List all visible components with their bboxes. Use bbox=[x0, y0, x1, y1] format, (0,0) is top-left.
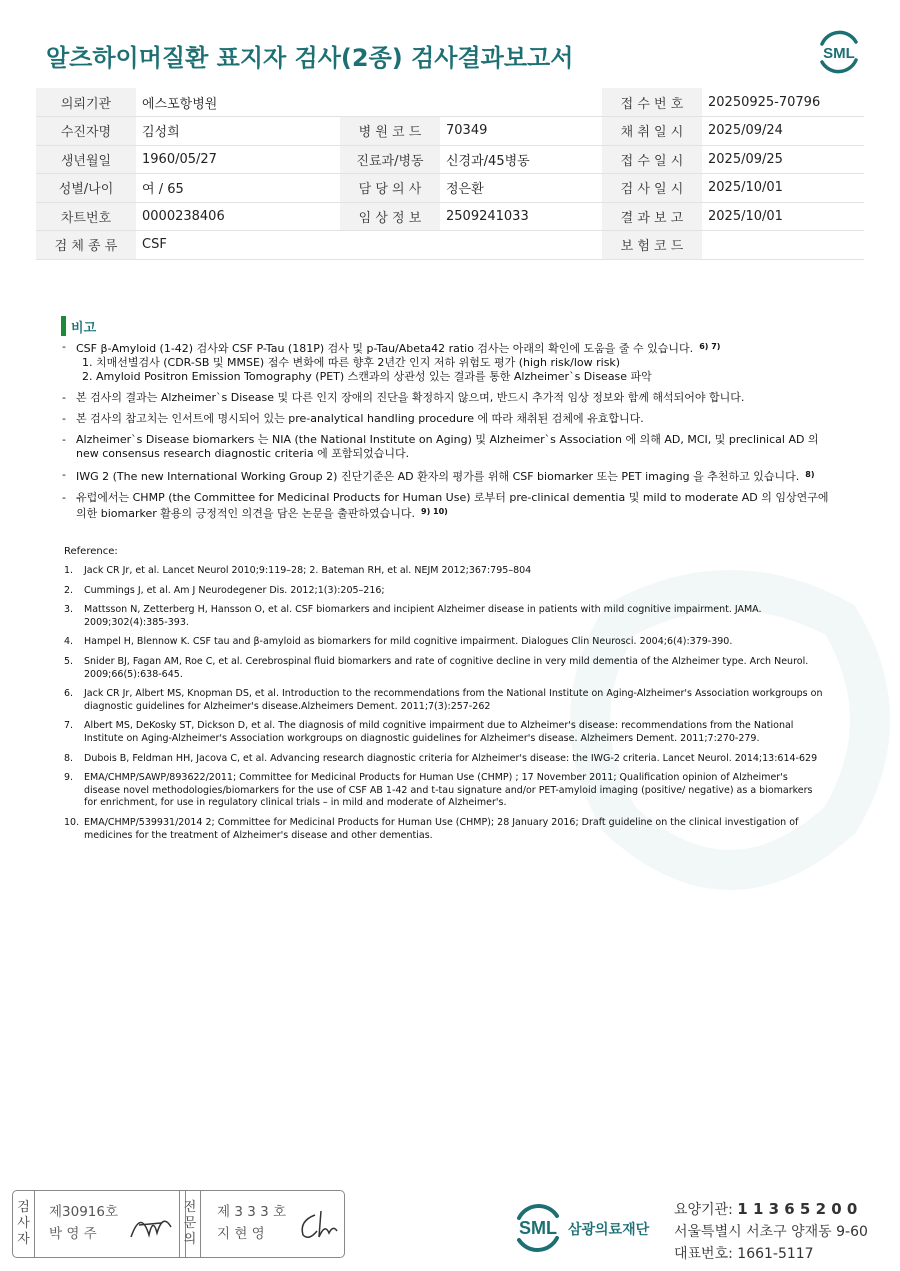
reference-number: 10. bbox=[64, 816, 80, 828]
reference-number: 8. bbox=[64, 752, 74, 764]
org-code-label: 요양기관: bbox=[674, 1202, 733, 1218]
signature-box bbox=[12, 1190, 345, 1258]
examiner-signature-icon bbox=[127, 1205, 177, 1245]
logo-text: SML bbox=[823, 45, 855, 62]
reference-text: Dubois B, Feldman HH, Jacova C, et al. Advancing research diagnostic criteria for Alzheimer's disease: the IWG-2 criteria. Lancet Neurol. 2014;13:614-629 bbox=[84, 752, 818, 764]
remarks-header bbox=[61, 316, 96, 336]
info-label: 접 수 번 호 bbox=[602, 88, 702, 117]
info-value: 2025/10/01 bbox=[702, 174, 864, 203]
reference-item bbox=[64, 720, 824, 745]
reference-item bbox=[64, 636, 824, 649]
remark-text: 유럽에서는 CHMP (the Committee for Medicinal Products for Human Use) 로부터 pre-clinical dementia 및 mild to moderate AD 의 임상연구에 의한 biomarker 활용의 긍정적인 의견을 담은 논문을 출판하였습니다. bbox=[76, 491, 829, 520]
org-phone: 1661-5117 bbox=[737, 1246, 814, 1262]
info-label: 차트번호 bbox=[36, 202, 136, 231]
remarks-list bbox=[62, 340, 842, 528]
info-value: 김성희 bbox=[136, 117, 340, 146]
signature-label-char: 사 bbox=[17, 1216, 30, 1231]
remark-item: - Alzheimer`s Disease biomarkers 는 NIA (the National Institute on Aging) 및 Alzheimer`s Association 에 의해 AD, MCI, 및 preclinical AD 의 new consensus research diagnostic criteria 에 포함되었습니다. bbox=[62, 433, 842, 461]
info-row bbox=[36, 231, 864, 260]
remark-subitem: 2. Amyloid Positron Emission Tomography (PET) 스캔과의 상관성 있는 결과를 통한 Alzheimer`s Disease 파악 bbox=[82, 370, 652, 383]
org-name: 삼광의료재단 bbox=[568, 1222, 650, 1238]
signature-label-char: 검 bbox=[17, 1200, 30, 1215]
reference-label: Reference: bbox=[64, 546, 118, 557]
reference-item bbox=[64, 656, 824, 681]
remark-item: - 본 검사의 참고치는 인서트에 명시되어 있는 pre-analytical handling procedure 에 따라 채취된 검체에 유효합니다. bbox=[62, 412, 842, 426]
info-label: 채 취 일 시 bbox=[602, 117, 702, 146]
info-row bbox=[36, 202, 864, 231]
info-value: 20250925-70796 bbox=[702, 88, 864, 117]
info-value: 에스포항병원 bbox=[136, 88, 340, 117]
reference-list bbox=[64, 565, 824, 849]
org-info bbox=[674, 1198, 868, 1265]
examiner-name: 박 영 주 bbox=[49, 1226, 97, 1242]
sml-foundation-logo bbox=[510, 1200, 566, 1256]
reference-number: 6. bbox=[64, 688, 74, 700]
patient-info-table bbox=[36, 88, 864, 260]
examiner-label bbox=[13, 1191, 35, 1257]
reference-text: Mattsson N, Zetterberg H, Hansson O, et al. CSF biomarkers and incipient Alzheimer disease in patients with mild cognitive impairment. JAMA. 2009;302(4):385-393. bbox=[84, 604, 762, 628]
info-value: 0000238406 bbox=[136, 202, 340, 231]
reference-text: Hampel H, Blennow K. CSF tau and β-amyloid as biomarkers for mild cognitive impairment. Dialogues Clin Neurosci. 2004;6(4):379-390. bbox=[84, 636, 733, 648]
info-row bbox=[36, 145, 864, 174]
info-label: 검 체 종 류 bbox=[36, 231, 136, 260]
info-value: 2025/09/24 bbox=[702, 117, 864, 146]
info-value: 2509241033 bbox=[440, 202, 602, 231]
remark-text: 본 검사의 참고치는 인서트에 명시되어 있는 pre-analytical handling procedure 에 따라 채취된 검체에 유효합니다. bbox=[76, 412, 644, 425]
info-value bbox=[440, 88, 602, 117]
reference-text: EMA/CHMP/SAWP/893622/2011; Committee for Medicinal Products for Human Use (CHMP) ; 17 November 2011; Qualification opinion of Alzheimer's disease novel methodologies/biomarkers for the use of CSF AB 1-42 and t-tau signature and/or PET-amyloid imaging (positive/ negative) as a biomarkers for enrichment, for use in regulatory clinical trials – in mild and moderate of Alzheimer's. bbox=[84, 772, 813, 809]
info-label: 검 사 일 시 bbox=[602, 174, 702, 203]
sml-logo bbox=[814, 28, 864, 76]
info-label: 진료과/병동 bbox=[340, 145, 440, 174]
remark-text: CSF β-Amyloid (1-42) 검사와 CSF P-Tau (181P) 검사 및 p-Tau/Abeta42 ratio 검사는 아래의 확인에 도움을 줄 수 있습니다. bbox=[76, 342, 694, 355]
reference-text: Albert MS, DeKosky ST, Dickson D, et al. The diagnosis of mild cognitive impairment due to Alzheimer's disease: recommendations from the National Institute on Aging-Alzheimer's Association workgroups on diagnostic guidelines for Alzheimer's disease. Alzheimers Dement. 2011;7:270-279. bbox=[84, 720, 794, 744]
info-label: 수진자명 bbox=[36, 117, 136, 146]
specialist-label bbox=[179, 1191, 201, 1257]
org-phone-label: 대표번호: bbox=[674, 1246, 733, 1262]
specialist-name: 지 현 영 bbox=[217, 1226, 265, 1242]
remark-item: - CSF β-Amyloid (1-42) 검사와 CSF P-Tau (181P) 검사 및 p-Tau/Abeta42 ratio 검사는 아래의 확인에 도움을 줄 수 있습니다. $^{6) 7)}$ 1. 치매선별검사 (CDR-SB 및 MMSE) 점수 변화에 따른 향후 2년간 인지 저하 위험도 평가 (high risk/low risk) 2. Amyloid Positron Emission Tomography (PET) 스캔과의 상관성 있는 결과를 통한 Alzheimer`s Disease 파악 bbox=[62, 340, 842, 384]
remark-text: 본 검사의 결과는 Alzheimer`s Disease 및 다른 인지 장애의 진단을 확정하지 않으며, 반드시 추가적 임상 정보와 함께 해석되어야 합니다. bbox=[76, 391, 745, 404]
info-value: 2025/09/25 bbox=[702, 145, 864, 174]
reference-number: 9. bbox=[64, 772, 74, 784]
footnote-ref: 8) bbox=[805, 470, 815, 479]
reference-text: EMA/CHMP/539931/2014 2; Committee for Medicinal Products for Human Use (CHMP); 28 January 2016; Draft guideline on the clinical investigation of medicines for the treatment of Alzheimer's disease and other dementias. bbox=[84, 816, 799, 841]
remarks-title: 비고 bbox=[71, 320, 97, 336]
info-value bbox=[440, 231, 602, 260]
reference-number: 7. bbox=[64, 720, 74, 732]
reference-text: Jack CR Jr, et al. Lancet Neurol 2010;9:119–28; 2. Bateman RH, et al. NEJM 2012;367:795–804 bbox=[84, 565, 532, 576]
reference-number: 2. bbox=[64, 584, 74, 596]
info-label: 보 험 코 드 bbox=[602, 231, 702, 260]
footnote-ref: 9) 10) bbox=[421, 507, 448, 516]
examiner-license: 제30916호 bbox=[49, 1204, 119, 1220]
reference-text: Cummings J, et al. Am J Neurodegener Dis. 2012;1(3):205–216; bbox=[84, 584, 385, 596]
info-label: 임 상 정 보 bbox=[340, 202, 440, 231]
info-label: 병 원 코 드 bbox=[340, 117, 440, 146]
info-value: 1960/05/27 bbox=[136, 145, 340, 174]
remark-item: - 유럽에서는 CHMP (the Committee for Medicinal Products for Human Use) 로부터 pre-clinical dementia 및 mild to moderate AD 의 임상연구에 의한 biomarker 활용의 긍정적인 의견을 담은 논문을 출판하였습니다. $^{9) 10)}$ bbox=[62, 491, 829, 520]
footnote-ref: 6) 7) bbox=[699, 342, 721, 351]
org-code: 1 1 3 6 5 2 0 0 bbox=[737, 1200, 858, 1218]
remark-text: Alzheimer`s Disease biomarkers 는 NIA (the National Institute on Aging) 및 Alzheimer`s Association 에 의해 AD, MCI, 및 preclinical AD 의 new consensus research diagnostic criteria 에 포함되었습니다. bbox=[76, 433, 819, 460]
signature-label-char: 전 bbox=[183, 1200, 197, 1215]
remarks-accent-bar bbox=[61, 316, 66, 336]
info-row bbox=[36, 88, 864, 117]
info-row bbox=[36, 117, 864, 146]
info-row bbox=[36, 174, 864, 203]
info-label: 접 수 일 시 bbox=[602, 145, 702, 174]
info-label bbox=[340, 88, 440, 117]
reference-number: 4. bbox=[64, 636, 74, 648]
reference-item bbox=[64, 753, 824, 766]
signature-label-char: 의 bbox=[183, 1232, 197, 1247]
info-label: 결 과 보 고 bbox=[602, 202, 702, 231]
remark-item: - 본 검사의 결과는 Alzheimer`s Disease 및 다른 인지 장애의 진단을 확정하지 않으며, 반드시 추가적 임상 정보와 함께 해석되어야 합니다. bbox=[62, 391, 842, 405]
info-label: 생년월일 bbox=[36, 145, 136, 174]
info-value: 여 / 65 bbox=[136, 174, 340, 203]
info-value: 신경과/45병동 bbox=[440, 145, 602, 174]
reference-text: Jack CR Jr, Albert MS, Knopman DS, et al. Introduction to the recommendations from the National Institute on Aging-Alzheimer's Association workgroups on diagnostic guidelines for Alzheimer's disease.Alzheimers Dement. 2011;7(3):257-262 bbox=[84, 688, 823, 712]
reference-item bbox=[64, 604, 824, 629]
specialist-license: 제 3 3 3 호 bbox=[217, 1204, 287, 1220]
reference-number: 5. bbox=[64, 655, 74, 667]
reference-item bbox=[64, 565, 824, 578]
reference-number: 3. bbox=[64, 604, 74, 616]
reference-item bbox=[64, 772, 824, 810]
remark-subitem: 1. 치매선별검사 (CDR-SB 및 MMSE) 점수 변화에 따른 향후 2년간 인지 저하 위험도 평가 (high risk/low risk) bbox=[82, 356, 621, 369]
reference-item bbox=[64, 817, 824, 842]
remark-text: IWG 2 (The new International Working Group 2) 진단기준은 AD 환자의 평가를 위해 CSF biomarker 또는 PET imaging 을 추천하고 있습니다. bbox=[76, 470, 800, 483]
reference-item bbox=[64, 688, 824, 713]
info-label: 성별/나이 bbox=[36, 174, 136, 203]
info-value: 70349 bbox=[440, 117, 602, 146]
info-label: 의뢰기관 bbox=[36, 88, 136, 117]
info-value: CSF bbox=[136, 231, 340, 260]
logo-text: SML bbox=[519, 1218, 557, 1238]
org-address: 서울특별시 서초구 양재동 9-60 bbox=[674, 1224, 868, 1240]
reference-item bbox=[64, 585, 824, 598]
info-value bbox=[702, 231, 864, 260]
report-title: 알츠하이머질환 표지자 검사(2종) 검사결과보고서 bbox=[46, 44, 574, 72]
info-value: 정은환 bbox=[440, 174, 602, 203]
signature-label-char: 자 bbox=[17, 1232, 30, 1247]
specialist-signature-icon bbox=[295, 1205, 341, 1245]
reference-number: 1. bbox=[64, 565, 74, 576]
info-label bbox=[340, 231, 440, 260]
signature-label-char: 문 bbox=[183, 1216, 197, 1231]
info-value: 2025/10/01 bbox=[702, 202, 864, 231]
remark-item: - IWG 2 (The new International Working Group 2) 진단기준은 AD 환자의 평가를 위해 CSF biomarker 또는 PET imaging 을 추천하고 있습니다. $^{8)}$ bbox=[62, 468, 815, 483]
info-label: 담 당 의 사 bbox=[340, 174, 440, 203]
reference-text: Snider BJ, Fagan AM, Roe C, et al. Cerebrospinal fluid biomarkers and rate of cognitive decline in very mild dementia of the Alzheimer type. Arch Neurol. 2009;66(5):638-645. bbox=[84, 655, 809, 680]
